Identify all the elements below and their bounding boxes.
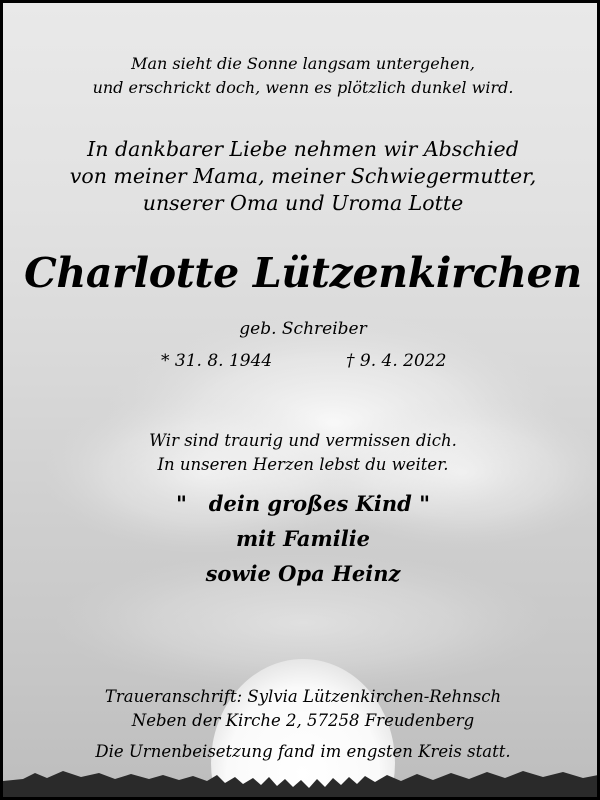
deceased-name: Charlotte Lützenkirchen (24, 249, 582, 297)
mourning-line-2: In unseren Herzen lebst du weiter. (157, 455, 449, 474)
quote-line-1: Man sieht die Sonne langsam untergehen, (131, 54, 475, 73)
sunset-background (3, 3, 600, 800)
signature-line-3: sowie Opa Heinz (205, 561, 401, 586)
signature-line-2: mit Familie (235, 526, 371, 551)
death-date: † 9. 4. 2022 (346, 351, 447, 371)
birth-date: * 31. 8. 1944 (161, 351, 273, 371)
farewell-line-2: von meiner Mama, meiner Schwiegermutter, (69, 164, 537, 188)
farewell-line-3: unserer Oma und Uroma Lotte (142, 191, 464, 215)
burial-note: Die Urnenbeisetzung fand im engsten Kreis statt. (95, 742, 511, 761)
farewell-line-1: In dankbarer Liebe nehmen wir Abschied (87, 137, 519, 161)
signature-line-1: " dein großes Kind " (175, 491, 431, 516)
quote-line-2: und erschrickt doch, wenn es plötzlich dunkel wird. (92, 78, 514, 97)
mourning-line-1: Wir sind traurig und vermissen dich. (149, 431, 457, 450)
address-line-1: Traueranschrift: Sylvia Lützenkirchen-Rehnsch (104, 687, 502, 706)
maiden-name: geb. Schreiber (239, 319, 367, 339)
address-line-2: Neben der Kirche 2, 57258 Freudenberg (131, 711, 475, 730)
